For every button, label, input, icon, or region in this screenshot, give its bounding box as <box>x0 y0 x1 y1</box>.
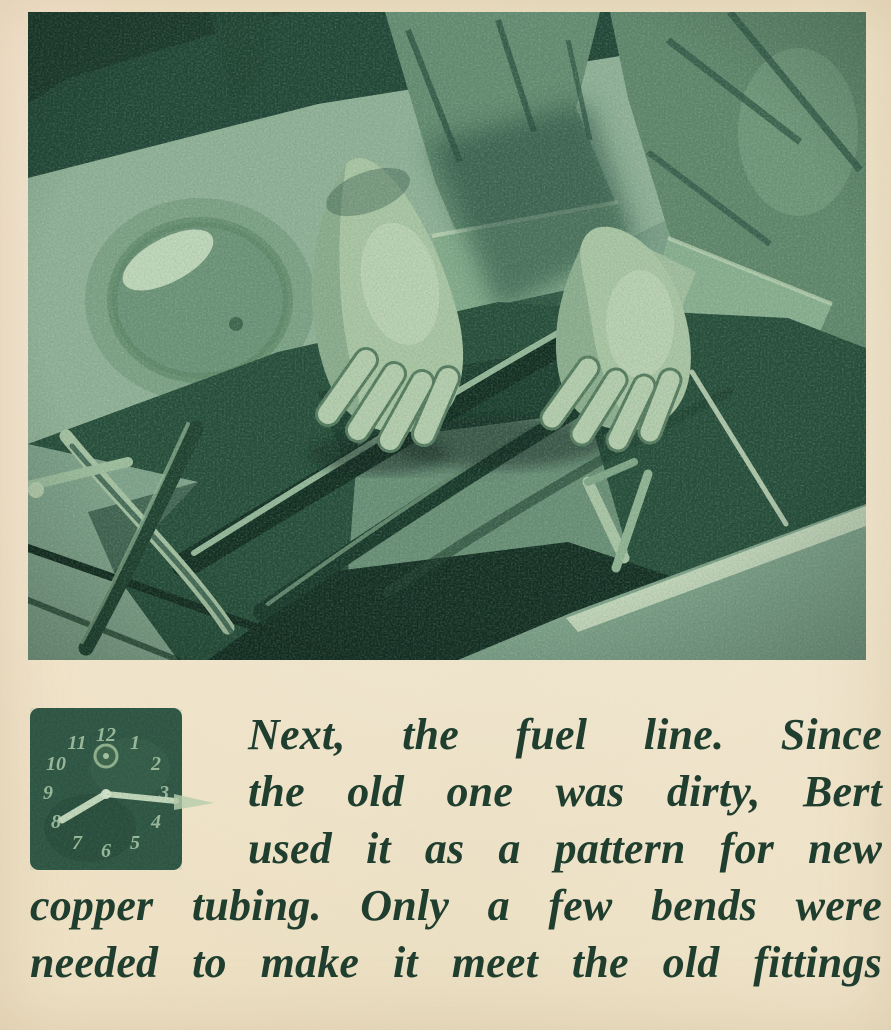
clock-grain <box>30 708 182 870</box>
caption-line-1: Next, the fuel line. Since <box>248 710 882 759</box>
clock-icon <box>30 708 216 870</box>
photo-art <box>28 12 866 660</box>
caption-line-4: copper tubing. Only a few bends were <box>30 881 882 930</box>
caption-block <box>30 706 882 991</box>
caption-line-5: needed to make it meet the old fittings <box>30 938 882 987</box>
photo-fuel-line-work <box>28 12 866 660</box>
vignette <box>28 12 866 660</box>
caption-line-3: used it as a pattern for new <box>248 824 882 873</box>
caption-line-2: the old one was dirty, Bert <box>248 767 882 816</box>
